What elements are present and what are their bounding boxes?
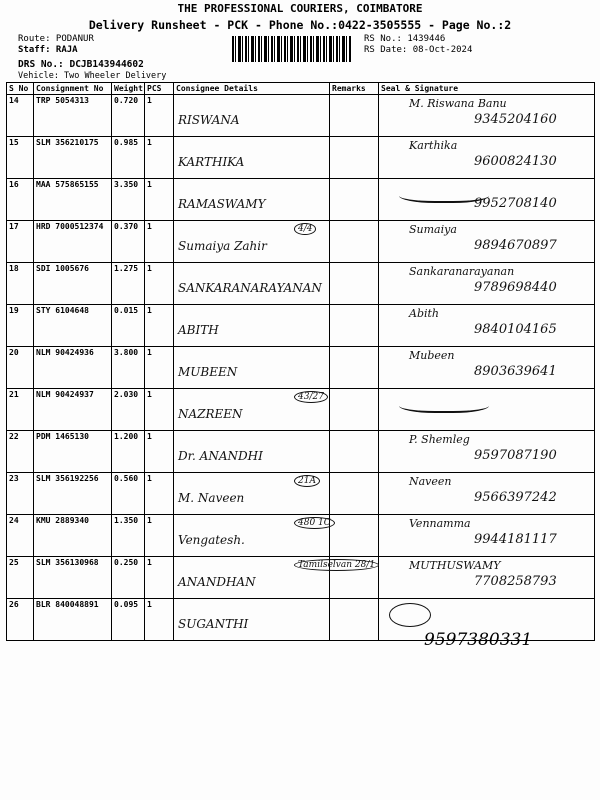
- col-header-consignment: Consignment No: [34, 83, 112, 95]
- consignee-handwritten-name: SANKARANARAYANAN: [178, 281, 322, 295]
- consignee-handwritten-name: Dr. ANANDHI: [178, 449, 263, 463]
- cell-weight: 0.250: [112, 557, 145, 599]
- signature-handwritten: M. Riswana Banu: [409, 97, 507, 110]
- cell-signature: [379, 263, 595, 305]
- consignee-handwritten-note: Tamilselvan 28/1: [294, 559, 379, 571]
- signature-phone-handwritten: 9952708140: [474, 196, 557, 211]
- cell-remarks: [330, 515, 379, 557]
- cell-consignee: [174, 179, 330, 221]
- cell-consignee: [174, 557, 376, 599]
- cell-consignee: [174, 221, 330, 263]
- consignee-handwritten-name: M. Naveen: [178, 491, 245, 505]
- cell-weight: 1.350: [112, 515, 145, 557]
- cell-signature: [379, 305, 595, 347]
- signature-phone-handwritten: 9345204160: [474, 112, 557, 127]
- cell-signature: [379, 179, 595, 221]
- cell-consignment-no: PDM 1465130: [34, 431, 112, 473]
- table-row: [7, 263, 595, 305]
- cell-sno: 21: [7, 389, 34, 431]
- consignee-handwritten-name: Vengatesh.: [178, 533, 245, 547]
- col-header-sno: S No: [7, 83, 34, 95]
- vehicle-label: Vehicle: Two Wheeler Delivery: [18, 71, 167, 81]
- rs-date: RS Date: 08-Oct-2024: [364, 45, 473, 55]
- cell-signature: [379, 347, 595, 389]
- signature-phone-handwritten: 9894670897: [474, 238, 557, 253]
- col-header-consignee: Consignee Details: [174, 83, 330, 95]
- cell-weight: 0.720: [112, 95, 145, 137]
- cell-pcs: 1: [145, 431, 174, 473]
- cell-remarks: [330, 473, 379, 515]
- cell-signature: [379, 137, 595, 179]
- table-row: [7, 347, 595, 389]
- consignee-handwritten-note: 4/4: [294, 223, 316, 235]
- cell-weight: 0.095: [112, 599, 145, 641]
- cell-sno: 24: [7, 515, 34, 557]
- consignee-handwritten-name: MUBEEN: [178, 365, 238, 379]
- cell-remarks: [330, 179, 379, 221]
- signature-phone-handwritten: 9840104165: [474, 322, 557, 337]
- table-row: [7, 305, 595, 347]
- cell-sno: 18: [7, 263, 34, 305]
- cell-consignment-no: SDI 1005676: [34, 263, 112, 305]
- signature-handwritten: Vennamma: [409, 517, 471, 530]
- cell-consignee: [174, 473, 330, 515]
- cell-consignment-no: STY 6104648: [34, 305, 112, 347]
- cell-consignee: [174, 347, 330, 389]
- cell-remarks: [330, 137, 379, 179]
- cell-sno: 14: [7, 95, 34, 137]
- cell-consignment-no: BLR 840048891: [34, 599, 112, 641]
- cell-weight: 3.800: [112, 347, 145, 389]
- cell-pcs: 1: [145, 305, 174, 347]
- cell-consignment-no: SLM 356192256: [34, 473, 112, 515]
- cell-remarks: [330, 263, 379, 305]
- cell-pcs: 1: [145, 599, 174, 641]
- cell-pcs: 1: [145, 95, 174, 137]
- signature-handwritten: Abith: [409, 307, 440, 320]
- cell-consignee: [174, 389, 330, 431]
- table-row: [7, 221, 595, 263]
- consignee-handwritten-name: Sumaiya Zahir: [178, 239, 267, 253]
- signature-handwritten: Naveen: [409, 475, 452, 488]
- table-row: [7, 95, 595, 137]
- table-header-row: [7, 83, 595, 95]
- signature-phone-handwritten: 9566397242: [474, 490, 557, 505]
- cell-signature: [379, 557, 595, 599]
- cell-weight: 2.030: [112, 389, 145, 431]
- table-row: [7, 431, 595, 473]
- consignee-handwritten-name: ABITH: [178, 323, 219, 337]
- cell-consignee: [174, 599, 330, 641]
- cell-sno: 15: [7, 137, 34, 179]
- cell-consignment-no: KMU 2889340: [34, 515, 112, 557]
- cell-signature: [379, 221, 595, 263]
- table-row: [7, 137, 595, 179]
- table-row: [7, 389, 595, 431]
- cell-sno: 20: [7, 347, 34, 389]
- col-header-pcs: PCS: [145, 83, 174, 95]
- cell-consignee: [174, 305, 330, 347]
- cell-consignment-no: HRD 7000512374: [34, 221, 112, 263]
- consignee-handwritten-note: 21A: [294, 475, 320, 487]
- consignee-handwritten-note: 43/27: [294, 391, 328, 403]
- cell-remarks: [330, 431, 379, 473]
- table-row: [7, 557, 595, 599]
- cell-consignee: [174, 431, 330, 473]
- table-row: [7, 515, 595, 557]
- cell-pcs: 1: [145, 389, 174, 431]
- drs-number: DRS No.: DCJB143944602: [18, 59, 144, 70]
- runsheet-title: Delivery Runsheet - PCK - Phone No.:0422-3505555 - Page No.:2: [88, 18, 512, 32]
- consignee-handwritten-name: RISWANA: [178, 113, 240, 127]
- signature-scribble: [389, 603, 431, 627]
- cell-sno: 26: [7, 599, 34, 641]
- signature-scribble: [399, 395, 489, 413]
- cell-remarks: [330, 221, 379, 263]
- cell-sno: 16: [7, 179, 34, 221]
- signature-handwritten: Sankaranarayanan: [409, 265, 515, 278]
- signature-handwritten: Mubeen: [409, 349, 455, 362]
- cell-signature: [379, 389, 595, 431]
- signature-handwritten: Sumaiya: [409, 223, 457, 236]
- signature-phone-handwritten: 9944181117: [474, 532, 557, 547]
- cell-pcs: 1: [145, 179, 174, 221]
- consignee-handwritten-name: KARTHIKA: [178, 155, 245, 169]
- signature-phone-handwritten: 8903639641: [474, 364, 557, 379]
- col-header-remarks: Remarks: [330, 83, 379, 95]
- cell-consignee: [174, 515, 330, 557]
- cell-pcs: 1: [145, 557, 174, 599]
- cell-sno: 25: [7, 557, 34, 599]
- delivery-table: [6, 82, 595, 641]
- cell-remarks: [330, 95, 379, 137]
- cell-pcs: 1: [145, 137, 174, 179]
- cell-remarks: [330, 389, 379, 431]
- cell-weight: 1.200: [112, 431, 145, 473]
- cell-consignment-no: NLM 90424936: [34, 347, 112, 389]
- consignee-handwritten-name: SUGANTHI: [178, 617, 249, 631]
- signature-phone-handwritten: 7708258793: [474, 574, 557, 589]
- route-label: Route: PODANUR: [18, 34, 94, 44]
- signature-phone-handwritten: 9597087190: [474, 448, 557, 463]
- signature-handwritten: MUTHUSWAMY: [409, 559, 501, 572]
- extra-phone-handwritten: 9597380331: [424, 630, 533, 650]
- cell-consignment-no: SLM 356210175: [34, 137, 112, 179]
- consignee-handwritten-name: NAZREEN: [178, 407, 243, 421]
- cell-signature: [379, 515, 595, 557]
- cell-sno: 17: [7, 221, 34, 263]
- cell-weight: 0.560: [112, 473, 145, 515]
- cell-consignment-no: SLM 356130968: [34, 557, 112, 599]
- cell-signature: [379, 473, 595, 515]
- staff-label: Staff: RAJA: [18, 45, 78, 55]
- cell-remarks: [330, 599, 379, 641]
- cell-weight: 0.985: [112, 137, 145, 179]
- cell-pcs: 1: [145, 263, 174, 305]
- cell-signature: [379, 95, 595, 137]
- cell-pcs: 1: [145, 515, 174, 557]
- signature-handwritten: Karthika: [409, 139, 458, 152]
- cell-weight: 0.015: [112, 305, 145, 347]
- table-row: [7, 473, 595, 515]
- cell-consignment-no: TRP 5054313: [34, 95, 112, 137]
- signature-handwritten: P. Shemleg: [409, 433, 470, 446]
- signature-phone-handwritten: 9600824130: [474, 154, 557, 169]
- cell-pcs: 1: [145, 473, 174, 515]
- barcode: [232, 36, 352, 62]
- cell-remarks: [330, 347, 379, 389]
- cell-consignee: [174, 263, 330, 305]
- rs-number: RS No.: 1439446: [364, 34, 446, 44]
- table-row: [7, 179, 595, 221]
- cell-sno: 19: [7, 305, 34, 347]
- consignee-handwritten-name: RAMASWAMY: [178, 197, 266, 211]
- cell-consignee: [174, 95, 330, 137]
- cell-signature: [379, 431, 595, 473]
- cell-weight: 0.370: [112, 221, 145, 263]
- cell-consignment-no: NLM 90424937: [34, 389, 112, 431]
- cell-weight: 1.275: [112, 263, 145, 305]
- company-title: THE PROFESSIONAL COURIERS, COIMBATORE: [177, 2, 423, 15]
- col-header-signature: Seal & Signature: [379, 83, 595, 95]
- cell-consignment-no: MAA 575865155: [34, 179, 112, 221]
- cell-weight: 3.350: [112, 179, 145, 221]
- cell-pcs: 1: [145, 221, 174, 263]
- signature-phone-handwritten: 9789698440: [474, 280, 557, 295]
- cell-sno: 22: [7, 431, 34, 473]
- cell-consignee: [174, 137, 330, 179]
- consignee-handwritten-name: ANANDHAN: [178, 575, 256, 589]
- cell-sno: 23: [7, 473, 34, 515]
- col-header-weight: Weight: [112, 83, 145, 95]
- consignee-handwritten-note: 480 1C: [294, 517, 335, 529]
- cell-pcs: 1: [145, 347, 174, 389]
- cell-remarks: [330, 305, 379, 347]
